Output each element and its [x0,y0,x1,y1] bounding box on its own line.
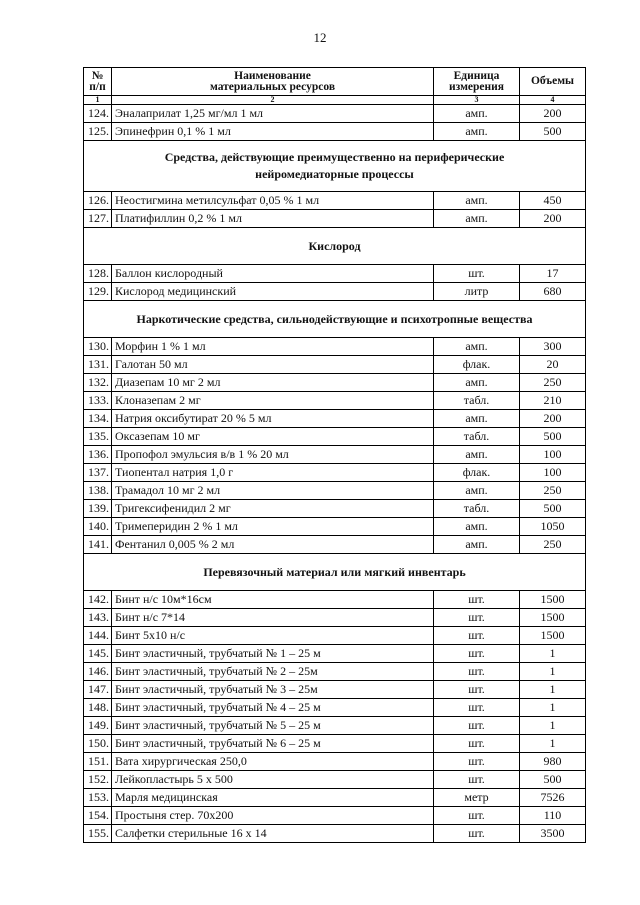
table-row [84,123,586,141]
table-row [84,192,586,210]
item-volume: 200 [520,210,586,228]
section-title: Кислород [84,228,586,265]
column-number: 1 [84,96,112,105]
table-row [84,681,586,699]
table-row [84,210,586,228]
item-unit: шт. [434,591,520,609]
item-unit: флак. [434,464,520,482]
item-name: Бинт эластичный, трубчатый № 5 – 25 м [112,717,434,735]
item-name: Вата хирургическая 250,0 [112,753,434,771]
table-row [84,500,586,518]
item-name: Эналаприлат 1,25 мг/мл 1 мл [112,105,434,123]
row-number: 136. [84,446,112,464]
item-volume: 3500 [520,825,586,843]
item-unit: амп. [434,123,520,141]
row-number: 146. [84,663,112,681]
table-row [84,392,586,410]
table-row [84,609,586,627]
header-volume [520,68,586,96]
row-number: 132. [84,374,112,392]
table-row [84,627,586,645]
item-unit: амп. [434,536,520,554]
item-unit: шт. [434,609,520,627]
header-name-text: Наименование материальных ресурсов [209,69,336,93]
item-volume: 1500 [520,609,586,627]
item-name: Лейкопластырь 5 х 500 [112,771,434,789]
row-number: 131. [84,356,112,374]
row-number: 125. [84,123,112,141]
item-volume: 300 [520,338,586,356]
table-header-row [84,68,586,96]
section-header-row [84,141,586,192]
item-volume: 500 [520,428,586,446]
item-name: Бинт эластичный, трубчатый № 2 – 25м [112,663,434,681]
item-unit: флак. [434,356,520,374]
item-volume: 250 [520,482,586,500]
table-row [84,428,586,446]
item-volume: 980 [520,753,586,771]
item-unit: шт. [434,753,520,771]
item-name: Пропофол эмульсия в/в 1 % 20 мл [112,446,434,464]
item-name: Фентанил 0,005 % 2 мл [112,536,434,554]
header-volume-text: Объемы [530,75,575,87]
table-row [84,663,586,681]
item-unit: шт. [434,681,520,699]
table-row [84,735,586,753]
item-name: Бинт н/с 10м*16см [112,591,434,609]
column-number: 2 [112,96,434,105]
row-number: 150. [84,735,112,753]
item-unit: шт. [434,717,520,735]
item-unit: амп. [434,374,520,392]
row-number: 147. [84,681,112,699]
table-row [84,518,586,536]
item-unit: табл. [434,428,520,446]
row-number: 152. [84,771,112,789]
table-row [84,699,586,717]
item-unit: шт. [434,771,520,789]
item-name: Бинт эластичный, трубчатый № 3 – 25м [112,681,434,699]
item-name: Баллон кислородный [112,265,434,283]
row-number: 140. [84,518,112,536]
item-name: Эпинефрин 0,1 % 1 мл [112,123,434,141]
row-number: 149. [84,717,112,735]
item-name: Трамадол 10 мг 2 мл [112,482,434,500]
item-volume: 500 [520,771,586,789]
item-name: Бинт эластичный, трубчатый № 1 – 25 м [112,645,434,663]
table-row [84,771,586,789]
table-body [84,105,586,843]
section-title: Перевязочный материал или мягкий инвентарь [84,554,586,591]
table-row [84,464,586,482]
item-name: Тригексифенидил 2 мг [112,500,434,518]
item-unit: табл. [434,392,520,410]
column-number-row [84,96,586,105]
row-number: 137. [84,464,112,482]
item-volume: 1500 [520,627,586,645]
item-volume: 1 [520,663,586,681]
item-name: Бинт эластичный, трубчатый № 6 – 25 м [112,735,434,753]
row-number: 127. [84,210,112,228]
item-volume: 100 [520,446,586,464]
item-volume: 210 [520,392,586,410]
item-unit: амп. [434,518,520,536]
table-row [84,410,586,428]
row-number: 155. [84,825,112,843]
column-number: 3 [434,96,520,105]
item-unit: амп. [434,338,520,356]
resources-table [83,67,586,843]
row-number: 135. [84,428,112,446]
item-name: Платифиллин 0,2 % 1 мл [112,210,434,228]
table-row [84,645,586,663]
item-name: Натрия оксибутират 20 % 5 мл [112,410,434,428]
item-name: Диазепам 10 мг 2 мл [112,374,434,392]
item-name: Кислород медицинский [112,283,434,301]
row-number: 138. [84,482,112,500]
item-name: Морфин 1 % 1 мл [112,338,434,356]
item-volume: 250 [520,374,586,392]
row-number: 144. [84,627,112,645]
item-volume: 1 [520,699,586,717]
section-header-row [84,228,586,265]
item-volume: 1 [520,735,586,753]
item-unit: амп. [434,482,520,500]
item-name: Тиопентал натрия 1,0 г [112,464,434,482]
table-row [84,717,586,735]
item-volume: 200 [520,105,586,123]
item-volume: 1 [520,645,586,663]
item-unit: литр [434,283,520,301]
header-unit-text: Единица измерения [449,69,504,93]
item-unit: амп. [434,210,520,228]
item-name: Неостигмина метилсульфат 0,05 % 1 мл [112,192,434,210]
row-number: 128. [84,265,112,283]
item-volume: 100 [520,464,586,482]
item-volume: 1 [520,681,586,699]
table-row [84,265,586,283]
item-name: Марля медицинская [112,789,434,807]
row-number: 130. [84,338,112,356]
header-name [112,68,434,96]
item-name: Салфетки стерильные 16 х 14 [112,825,434,843]
row-number: 153. [84,789,112,807]
table-row [84,753,586,771]
item-unit: метр [434,789,520,807]
table-row [84,356,586,374]
table-row [84,807,586,825]
item-name: Галотан 50 мл [112,356,434,374]
item-name: Оксазепам 10 мг [112,428,434,446]
section-title: Средства, действующие преимущественно на периферические нейромедиаторные процессы [84,141,586,192]
item-volume: 500 [520,123,586,141]
page-number: 12 [313,30,327,45]
table-row [84,338,586,356]
item-name: Клоназепам 2 мг [112,392,434,410]
item-unit: амп. [434,105,520,123]
item-unit: табл. [434,500,520,518]
table-row [84,283,586,301]
item-volume: 1500 [520,591,586,609]
item-volume: 680 [520,283,586,301]
table-row [84,789,586,807]
item-volume: 20 [520,356,586,374]
table-row [84,446,586,464]
item-unit: амп. [434,192,520,210]
item-name: Тримеперидин 2 % 1 мл [112,518,434,536]
item-unit: шт. [434,807,520,825]
item-volume: 7526 [520,789,586,807]
item-volume: 1 [520,717,586,735]
item-unit: шт. [434,825,520,843]
row-number: 134. [84,410,112,428]
row-number: 133. [84,392,112,410]
row-number: 142. [84,591,112,609]
table-row [84,536,586,554]
row-number: 145. [84,645,112,663]
header-unit [434,68,520,96]
table-row [84,825,586,843]
item-unit: шт. [434,645,520,663]
header-number-text: № п/п [89,69,106,93]
column-number: 4 [520,96,586,105]
item-name: Бинт 5х10 н/с [112,627,434,645]
item-volume: 500 [520,500,586,518]
section-title: Наркотические средства, сильнодействующие и психотропные вещества [84,301,586,338]
table-row [84,105,586,123]
table-row [84,591,586,609]
row-number: 154. [84,807,112,825]
table-row [84,482,586,500]
row-number: 139. [84,500,112,518]
row-number: 126. [84,192,112,210]
item-unit: шт. [434,627,520,645]
row-number: 143. [84,609,112,627]
section-header-row [84,301,586,338]
section-header-row [84,554,586,591]
row-number: 141. [84,536,112,554]
item-unit: амп. [434,410,520,428]
item-unit: шт. [434,265,520,283]
item-volume: 17 [520,265,586,283]
item-volume: 450 [520,192,586,210]
item-volume: 1050 [520,518,586,536]
item-volume: 250 [520,536,586,554]
item-name: Простыня стер. 70х200 [112,807,434,825]
item-name: Бинт н/с 7*14 [112,609,434,627]
row-number: 148. [84,699,112,717]
item-unit: шт. [434,735,520,753]
item-unit: шт. [434,699,520,717]
row-number: 151. [84,753,112,771]
item-volume: 110 [520,807,586,825]
item-volume: 200 [520,410,586,428]
row-number: 124. [84,105,112,123]
item-unit: шт. [434,663,520,681]
row-number: 129. [84,283,112,301]
table-row [84,374,586,392]
item-name: Бинт эластичный, трубчатый № 4 – 25 м [112,699,434,717]
item-unit: амп. [434,446,520,464]
header-number [84,68,112,96]
